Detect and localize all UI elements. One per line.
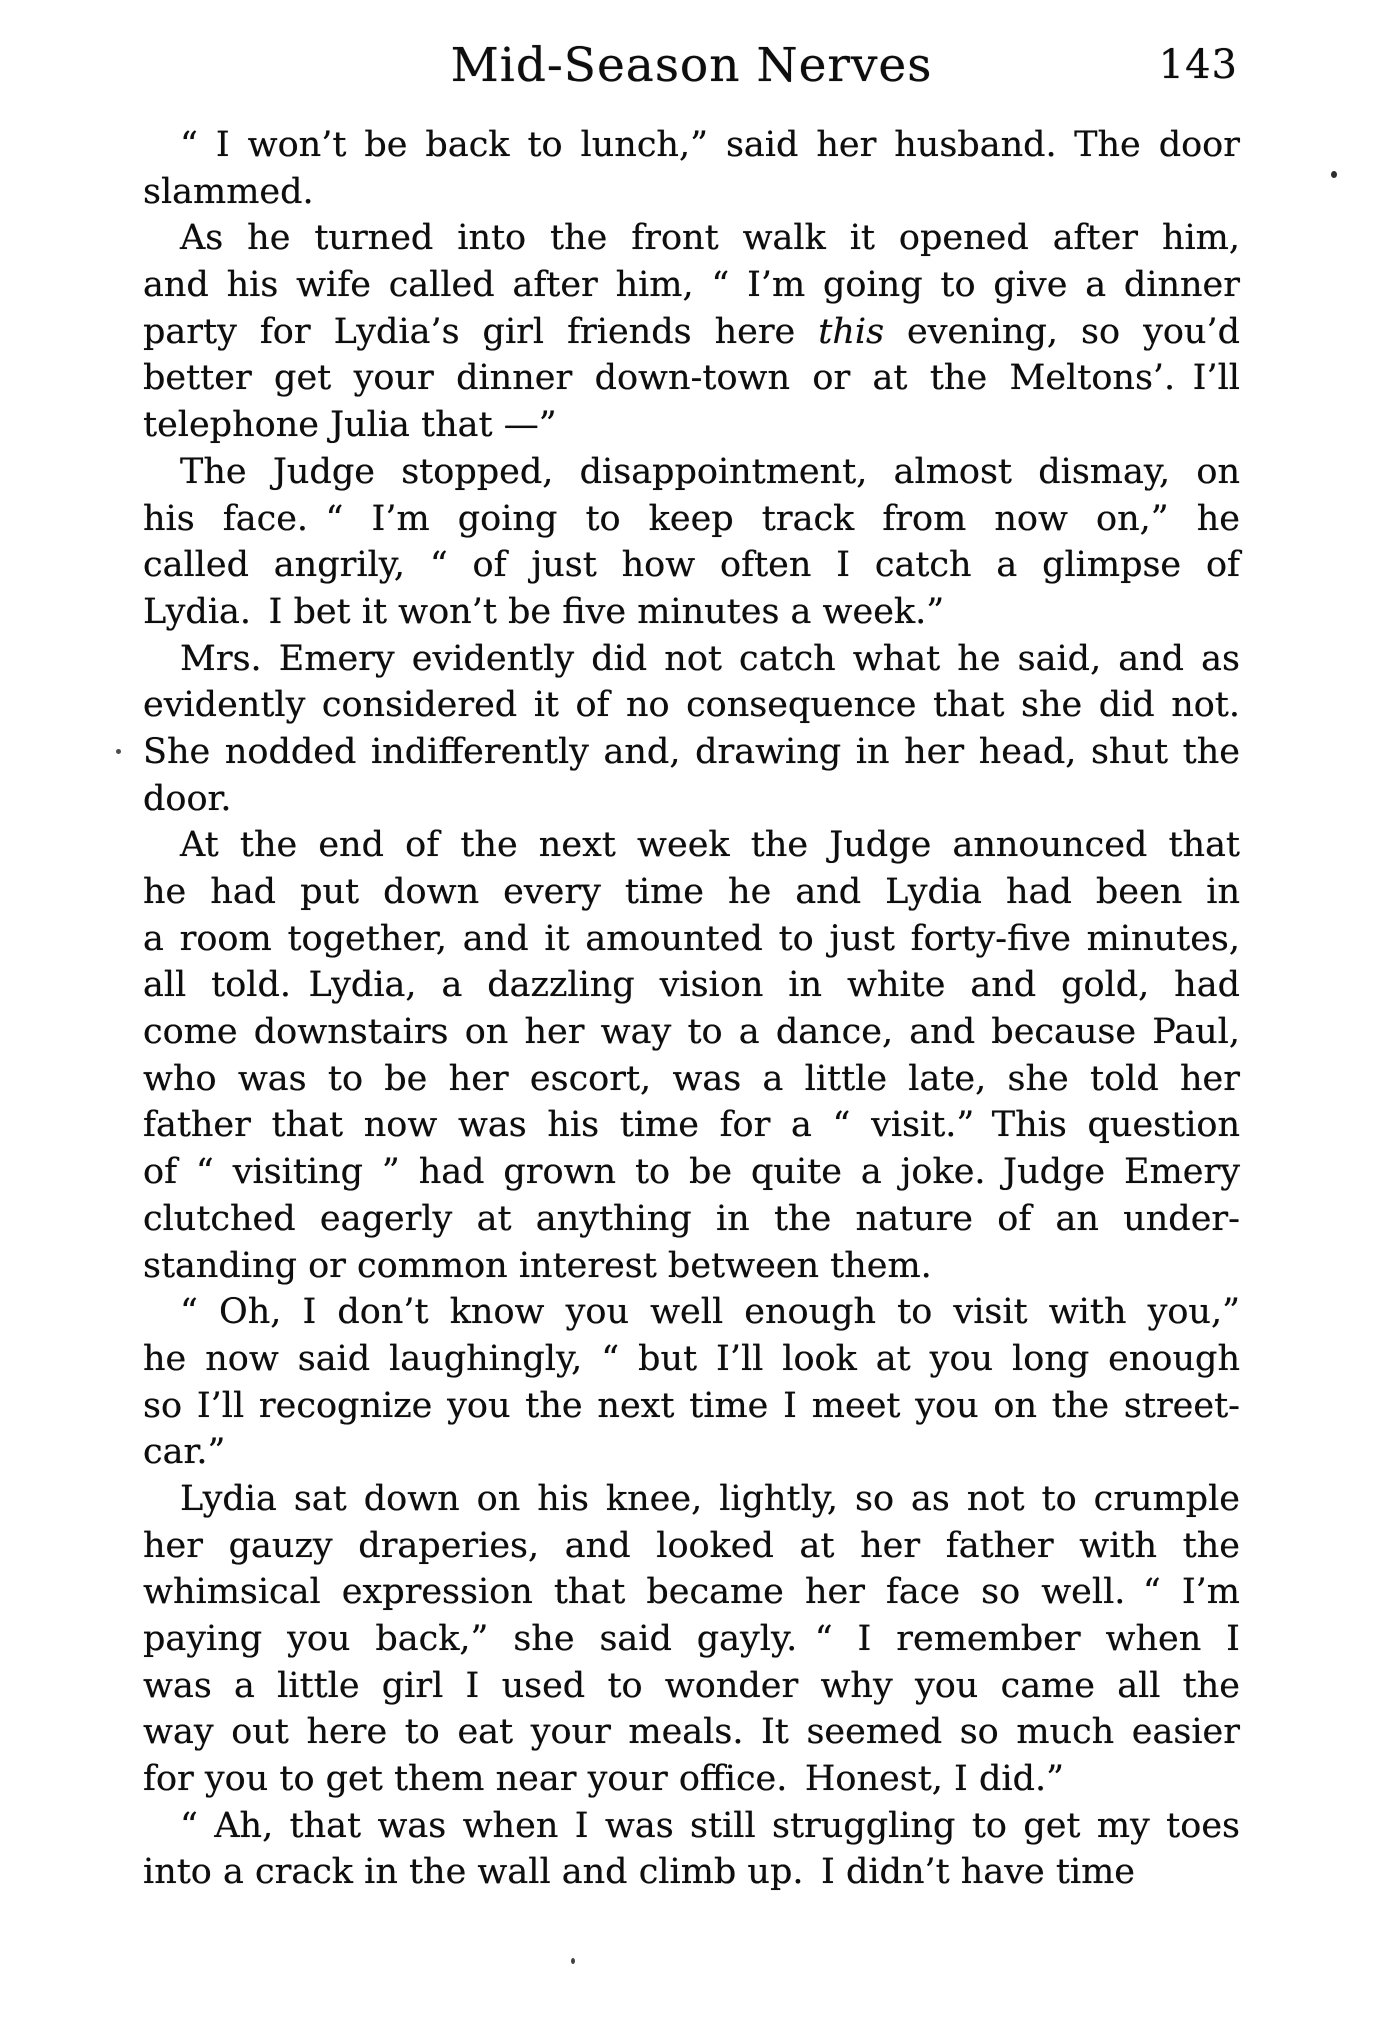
text-line: called angrily, “ of just how often I catch a glimpse of [143,545,1240,586]
text-segment: party for Lydia’s girl friends here [143,311,819,352]
text-line: car.” [143,1432,226,1473]
running-header [143,38,1240,96]
text-line: She nodded indifferently and, drawing in her head, shut the [143,731,1240,772]
text-line: Mrs. Emery evidently did not catch what he said, and as [180,638,1240,679]
emphasized-word: this [818,311,885,352]
text-line: into a crack in the wall and climb up. I didn’t have time [143,1852,1135,1893]
text-line: standing or common interest between them. [143,1245,932,1286]
text-line: of “ visiting ” had grown to be quite a joke. Judge Emery [143,1152,1240,1193]
text-line [143,309,1240,356]
text-line: clutched eagerly at anything in the nature of an under- [143,1198,1240,1239]
text-line: whimsical expression that became her face so well. “ I’m [143,1572,1240,1613]
scan-speck [571,1958,575,1964]
text-line: her gauzy draperies, and looked at her father with the [143,1525,1240,1566]
text-line: so I’ll recognize you the next time I meet you on the street- [143,1385,1240,1426]
text-segment: evening, so you’d [884,311,1240,352]
text-line: “ Oh, I don’t know you well enough to visit with you,” [180,1292,1240,1333]
text-line: he now said laughingly, “ but I’ll look at you long enough [143,1338,1240,1379]
text-line: better get your dinner down-town or at the Meltons’. I’ll [143,358,1240,399]
text-line: for you to get them near your office. Honest, I did.” [143,1759,1064,1800]
text-line: father that now was his time for a “ visit.” This question [143,1105,1240,1146]
text-line: come downstairs on her way to a dance, and because Paul, [143,1012,1240,1053]
text-line: a room together, and it amounted to just forty-five minutes, [143,918,1240,959]
text-line: paying you back,” she said gayly. “ I remember when I [143,1619,1240,1659]
text-line: all told. Lydia, a dazzling vision in white and gold, had [143,965,1240,1006]
text-line: he had put down every time he and Lydia had been in [143,872,1240,912]
text-line: who was to be her escort, was a little late, she told her [143,1058,1240,1099]
scan-speck [1331,171,1337,178]
text-line: The Judge stopped, disappointment, almost dismay, on [180,451,1240,492]
text-line: At the end of the next week the Judge announced that [180,825,1240,866]
text-line: telephone Julia that —” [143,405,557,446]
text-line: was a little girl I used to wonder why you came all the [143,1665,1240,1706]
page-number: 143 [1158,42,1238,88]
text-line: evidently considered it of no consequence that she did not. [143,685,1240,726]
text-line: “ I won’t be back to lunch,” said her husband. The door [180,125,1240,165]
page-text-block [143,122,1240,1896]
text-line: “ Ah, that was when I was still struggling to get my toes [180,1805,1240,1846]
text-line: slammed. [143,171,314,212]
text-line: As he turned into the front walk it opened after him, [180,218,1240,259]
text-line: Lydia. I bet it won’t be five minutes a week.” [143,591,945,632]
text-line: and his wife called after him, “ I’m going to give a dinner [143,265,1240,306]
text-line: way out here to eat your meals. It seemed so much easier [143,1712,1240,1753]
text-line: his face. “ I’m going to keep track from now on,” he [143,498,1240,539]
text-line: door. [143,778,232,819]
chapter-title: Mid-Season Nerves [450,38,933,93]
scan-speck [116,749,121,754]
text-line: Lydia sat down on his knee, lightly, so as not to crumple [180,1478,1240,1519]
